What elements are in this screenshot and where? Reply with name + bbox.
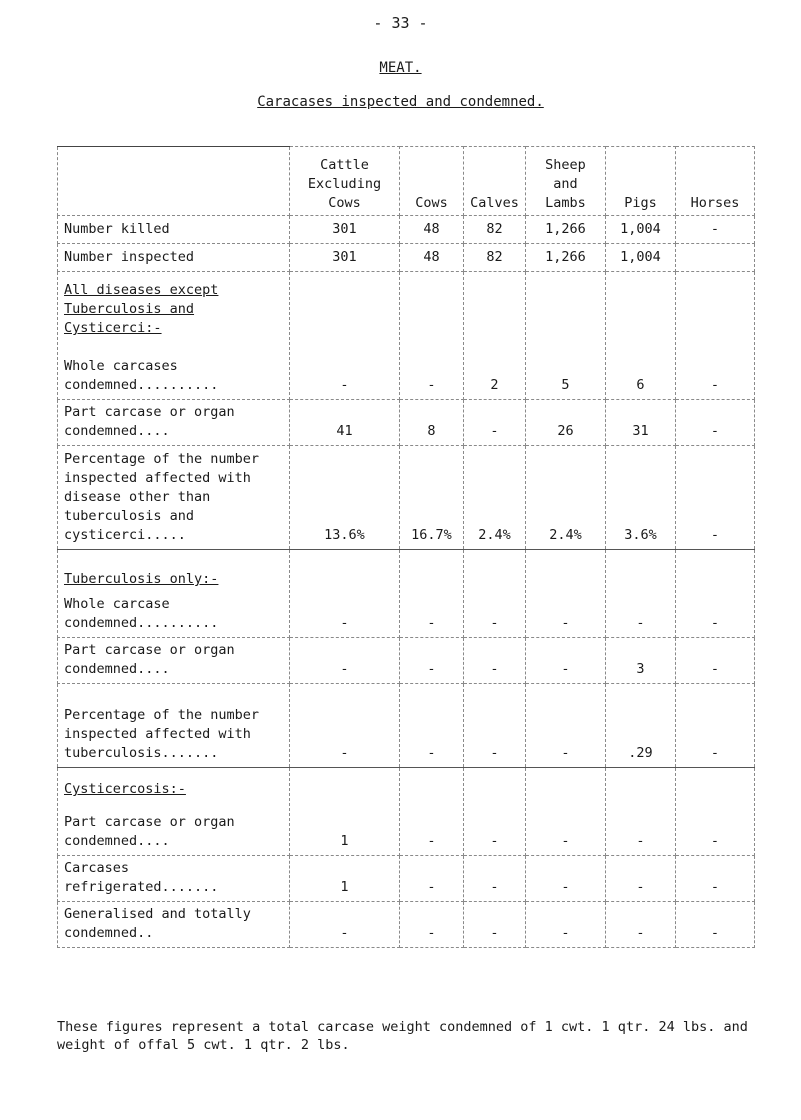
table-cell: -: [400, 684, 464, 768]
table-row: [58, 216, 755, 244]
table-cell: -: [676, 768, 755, 856]
table-cell: 26: [526, 400, 606, 446]
table-row: [58, 638, 755, 684]
table-cell: -: [400, 856, 464, 902]
table-cell: 48: [400, 216, 464, 244]
table-row: [58, 856, 755, 902]
table-cell: 1,004: [606, 216, 676, 244]
table-cell: 2: [464, 272, 526, 400]
row-label: Generalised and totally condemned..: [58, 902, 290, 948]
table-cell: 2.4%: [526, 446, 606, 550]
carcases-table: [57, 146, 755, 948]
table-cell: 1,266: [526, 216, 606, 244]
table-cell: -: [606, 856, 676, 902]
section-heading: All diseases except Tuberculosis and Cysticerci:-: [64, 282, 219, 336]
table-cell: -: [526, 638, 606, 684]
table-row: [58, 902, 755, 948]
table-cell: 6: [606, 272, 676, 400]
table-cell: -: [676, 550, 755, 638]
table-cell: -: [526, 856, 606, 902]
row-label: Percentage of the number inspected affected with disease other than tuberculosis and cysticerci.....: [58, 446, 290, 550]
table-cell: 41: [290, 400, 400, 446]
row-label: [58, 550, 290, 638]
page-number: - 33 -: [373, 14, 428, 32]
table-cell: -: [290, 638, 400, 684]
table-cell: 1,004: [606, 244, 676, 272]
table-row: [58, 400, 755, 446]
column-header: Cattle Excluding Cows: [290, 147, 400, 216]
table-header-row: [58, 147, 755, 216]
table-cell: -: [400, 902, 464, 948]
column-header: Sheep and Lambs: [526, 147, 606, 216]
table-cell: 1: [290, 856, 400, 902]
table-cell: -: [526, 768, 606, 856]
table-cell: -: [464, 638, 526, 684]
table-cell: -: [290, 272, 400, 400]
table-cell: 5: [526, 272, 606, 400]
table-cell: -: [290, 684, 400, 768]
table-cell: [676, 244, 755, 272]
table-cell: -: [290, 902, 400, 948]
table-cell: -: [464, 768, 526, 856]
table-cell: -: [676, 638, 755, 684]
table-cell: 82: [464, 216, 526, 244]
table-cell: 16.7%: [400, 446, 464, 550]
row-label: Carcases refrigerated.......: [58, 856, 290, 902]
table-cell: -: [400, 768, 464, 856]
table-cell: -: [400, 550, 464, 638]
table-corner: [58, 147, 290, 216]
table-cell: -: [676, 400, 755, 446]
table-cell: -: [464, 856, 526, 902]
table-cell: -: [464, 400, 526, 446]
table-cell: -: [606, 550, 676, 638]
table-row: [58, 244, 755, 272]
table-cell: -: [676, 902, 755, 948]
table-cell: 3: [606, 638, 676, 684]
table-cell: -: [526, 684, 606, 768]
table-cell: 2.4%: [464, 446, 526, 550]
row-label: Part carcase or organ condemned....: [58, 400, 290, 446]
column-header: Calves: [464, 147, 526, 216]
table-cell: 3.6%: [606, 446, 676, 550]
row-label: [58, 272, 290, 400]
table-cell: -: [464, 684, 526, 768]
table-cell: -: [606, 768, 676, 856]
table-cell: -: [290, 550, 400, 638]
table-cell: -: [464, 550, 526, 638]
table-cell: -: [676, 856, 755, 902]
row-label: Number killed: [58, 216, 290, 244]
page-subheading: Caracases inspected and condemned.: [257, 94, 544, 110]
table-cell: 301: [290, 244, 400, 272]
page-heading: MEAT.: [379, 60, 422, 76]
table-cell: -: [676, 446, 755, 550]
column-header: Horses: [676, 147, 755, 216]
column-header: Pigs: [606, 147, 676, 216]
table-cell: 48: [400, 244, 464, 272]
table-row: [58, 550, 755, 638]
table-cell: .29: [606, 684, 676, 768]
table-cell: 8: [400, 400, 464, 446]
table-cell: 1,266: [526, 244, 606, 272]
row-label: Percentage of the number inspected affected with tuberculosis.......: [58, 684, 290, 768]
table-cell: -: [400, 272, 464, 400]
table-row: [58, 272, 755, 400]
row-label-text: Whole carcases condemned..........: [64, 358, 219, 393]
table-row: [58, 446, 755, 550]
table-cell: -: [464, 902, 526, 948]
table-cell: 82: [464, 244, 526, 272]
column-header: Cows: [400, 147, 464, 216]
table-row: [58, 768, 755, 856]
table-cell: 31: [606, 400, 676, 446]
table-cell: -: [606, 902, 676, 948]
row-label: Number inspected: [58, 244, 290, 272]
table-cell: -: [676, 272, 755, 400]
table-cell: 301: [290, 216, 400, 244]
table-cell: -: [676, 216, 755, 244]
section-heading: Tuberculosis only:-: [64, 571, 219, 587]
row-label: [58, 768, 290, 856]
table-cell: 13.6%: [290, 446, 400, 550]
row-label-text: Whole carcase condemned..........: [64, 596, 219, 631]
row-label: Part carcase or organ condemned....: [58, 638, 290, 684]
row-label-text: Part carcase or organ condemned....: [64, 814, 235, 849]
table-cell: 1: [290, 768, 400, 856]
footnote: These figures represent a total carcase weight condemned of 1 cwt. 1 qtr. 24 lbs. and weight of offal 5 cwt. 1 qtr. 2 lbs.: [57, 1019, 748, 1053]
section-heading: Cysticercosis:-: [64, 781, 186, 797]
table-row: [58, 684, 755, 768]
table-cell: -: [676, 684, 755, 768]
table-cell: -: [526, 550, 606, 638]
table-cell: -: [400, 638, 464, 684]
table-cell: -: [526, 902, 606, 948]
